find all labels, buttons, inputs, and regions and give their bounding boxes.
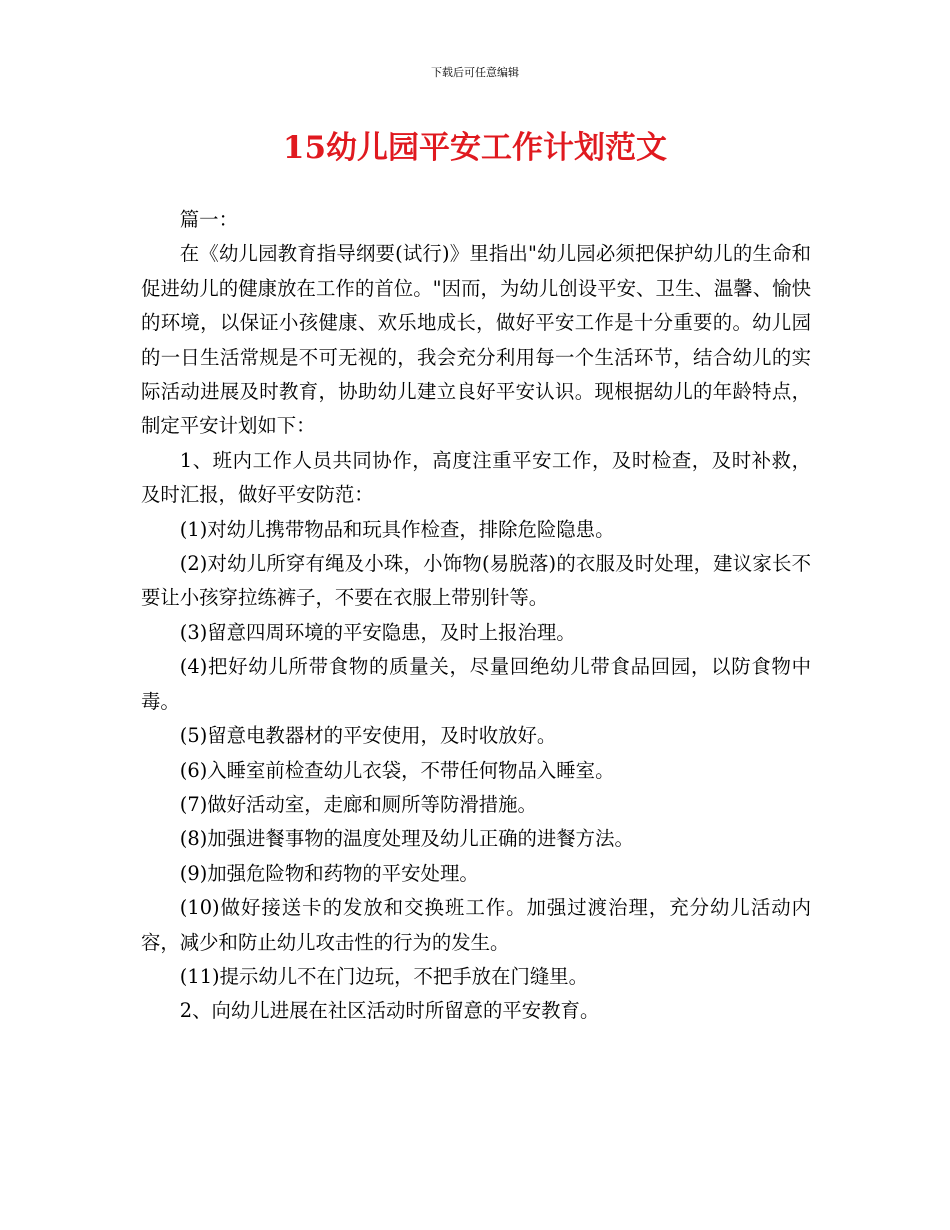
paragraph-subitem-7: (7)做好活动室，走廊和厕所等防滑措施。: [179, 792, 537, 816]
document-title: 15幼儿园平安工作计划范文: [282, 130, 668, 166]
paragraph-subitem-9: (9)加强危险物和药物的平安处理。: [179, 861, 479, 885]
paragraph-subitem-2: (2)对幼儿所穿有绳及小珠，小饰物(易脱落)的衣服及时处理，建议家长不要让小孩穿拉练裤子，不要在衣服上带别针等。: [141, 552, 811, 610]
paragraph-subitem-4: (4)把好幼儿所带食物的质量关，尽量回绝幼儿带食品回园，以防食物中毒。: [141, 655, 811, 713]
paragraph-subitem-3: (3)留意四周环境的平安隐患，及时上报治理。: [179, 620, 576, 644]
paragraph-subitem-1: (1)对幼儿携带物品和玩具作检查，排除危险隐患。: [179, 517, 615, 541]
paragraph-subitem-5: (5)留意电教器材的平安使用，及时收放好。: [179, 724, 557, 748]
paragraph-item-2: 2、向幼儿进展在社区活动时所留意的平安教育。: [179, 999, 600, 1023]
document-body: [141, 203, 811, 1029]
paragraph-section-label: 篇一：: [179, 208, 238, 231]
paragraph-subitem-8: (8)加强进餐事物的温度处理及幼儿正确的进餐方法。: [179, 827, 634, 851]
paragraph-subitem-6: (6)入睡室前检查幼儿衣袋，不带任何物品入睡室。: [179, 758, 615, 782]
paragraph-intro: 在《幼儿园教育指导纲要(试行)》里指出"幼儿园必须把保护幼儿的生命和促进幼儿的健康放在工作的首位。"因而，为幼儿创设平安、卫生、温馨、愉快的环境，以保证小孩健康、欢乐地成长，做好平安工作是十分重要的。幼儿园的一日生活常规是不可无视的，我会充分利用每一个生活环节，结合幼儿的实际活动进展及时教育，协助幼儿建立良好平安认识。现根据幼儿的年龄特点，制定平安计划如下：: [141, 242, 811, 438]
paragraph-subitem-10: (10)做好接送卡的发放和交换班工作。加强过渡治理，充分幼儿活动内容，减少和防止幼儿攻击性的行为的发生。: [141, 896, 811, 954]
header-note: 下载后可任意编辑: [431, 66, 519, 79]
paragraph-item-1: 1、班内工作人员共同协作，高度注重平安工作，及时检查，及时补救，及时汇报，做好平安防范：: [141, 448, 811, 507]
paragraph-subitem-11: (11)提示幼儿不在门边玩，不把手放在门缝里。: [179, 964, 589, 988]
